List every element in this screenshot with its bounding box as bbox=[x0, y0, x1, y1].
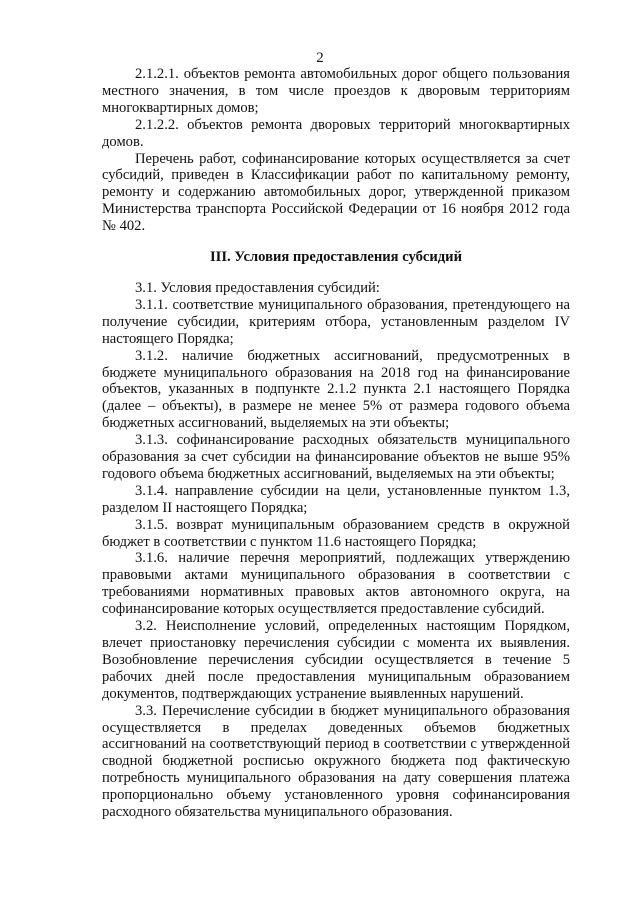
paragraph-3-2: 3.2. Неисполнение условий, определенных настоящим Порядком, влечет приостановку перечисления субсидии с момента их выявления. Возобновление перечисления субсидии осуществляется в течение 5 рабочих дней после предоставления муниципальным образованием документов, подтверждающих устранение выявленных нарушений. bbox=[102, 618, 570, 702]
paragraph-3-3: 3.3. Перечисление субсидии в бюджет муниципального образования осуществляется в пределах доведенных объемов бюджетных ассигнований на соответствующий период в соответствии с утвержденной сводной бюджетной росписью окружного бюджета под фактическую потребность муниципального образования на дату совершения платежа пропорционально объему установленного уровня софинансирования расходного обязательства муниципального образования. bbox=[102, 702, 570, 821]
document-body bbox=[102, 66, 570, 821]
paragraph-3-1-3: 3.1.3. софинансирование расходных обязательств муниципального образования за счет субсидии на финансирование объектов не выше 95% годового объема бюджетных ассигнований, выделяемых на эти объекты; bbox=[102, 432, 570, 482]
paragraph-3-1-4: 3.1.4. направление субсидии на цели, установленные пунктом 1.3, разделом II настоящего Порядка; bbox=[102, 482, 570, 516]
paragraph-work-list: Перечень работ, софинансирование которых осуществляется за счет субсидий, приведен в Классификации работ по капитальному ремонту, ремонту и содержанию автомобильных дорог, утвержденной приказом Министерства транспорта Российской Федерации от 16 ноября 2012 года № 402. bbox=[102, 150, 570, 235]
page-number: 2 bbox=[316, 50, 324, 66]
section-heading: III. Условия предоставления субсидий bbox=[210, 249, 462, 266]
paragraph-3-1-6: 3.1.6. наличие перечня мероприятий, подлежащих утверждению правовыми актами муниципального образования в соответствии с требованиями нормативных правовых актов автономного округа, на софинансирование которых осуществляется предоставление субсидий. bbox=[102, 550, 570, 618]
paragraph-3-1-2: 3.1.2. наличие бюджетных ассигнований, предусмотренных в бюджете муниципального образования на 2018 год на финансирование объектов, указанных в подпункте 2.1.2 пункта 2.1 настоящего Порядка (далее – объекты), в размере не менее 5% от размера годового объема бюджетных ассигнований, выделяемых на эти объекты; bbox=[102, 347, 570, 432]
paragraph-2-1-2-2: 2.1.2.2. объектов ремонта дворовых территорий многоквартирных домов. bbox=[102, 116, 570, 150]
paragraph-3-1: 3.1. Условия предоставления субсидий: bbox=[135, 279, 380, 296]
paragraph-3-1-5: 3.1.5. возврат муниципальным образованием средств в окружной бюджет в соответствии с пунктом 11.6 настоящего Порядка; bbox=[102, 516, 570, 550]
paragraph-3-1-1: 3.1.1. соответствие муниципального образования, претендующего на получение субсидии, критериям отбора, установленным разделом IV настоящего Порядка; bbox=[102, 296, 570, 347]
paragraph-2-1-2-1: 2.1.2.1. объектов ремонта автомобильных дорог общего пользования местного значения, в том числе проездов к дворовым территориям многоквартирных домов; bbox=[102, 66, 570, 116]
